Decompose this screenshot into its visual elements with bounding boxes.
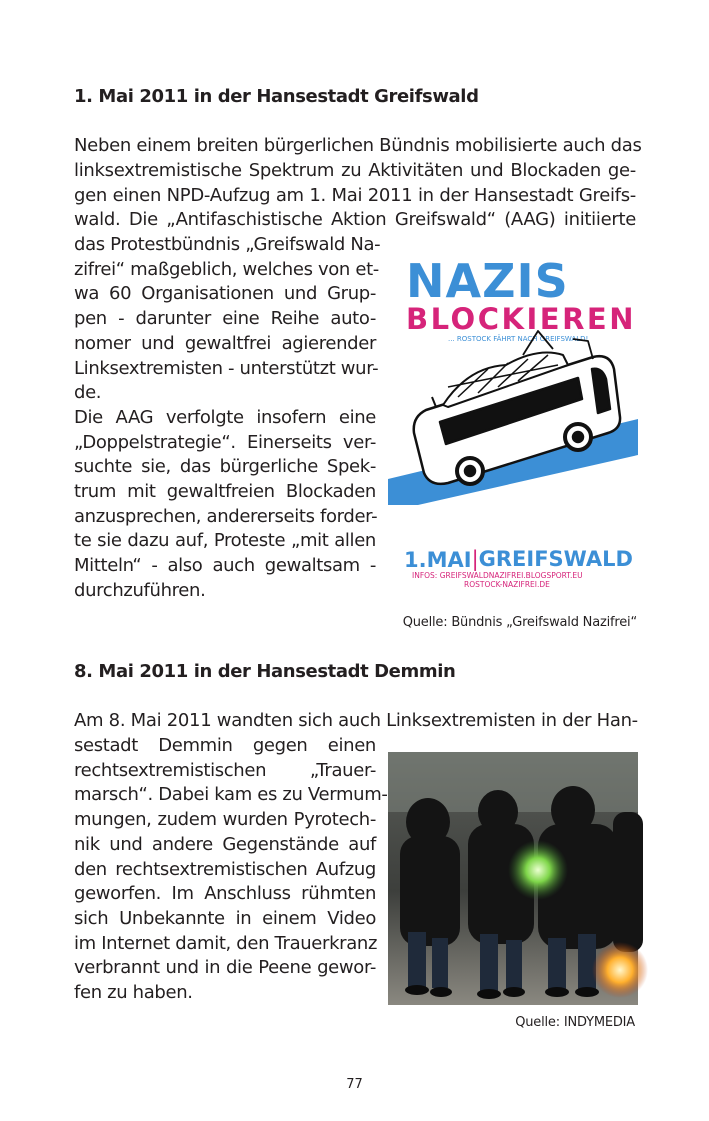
body-line: suchte sie, das bürgerliche Spek-	[74, 456, 376, 478]
poster-date-left: 1.MAI	[404, 548, 472, 572]
poster-info-2: ROSTOCK-NAZIFREI.DE	[464, 580, 550, 589]
body-line: nomer und gewaltfrei agierender	[74, 332, 376, 354]
image-caption: Quelle: INDYMEDIA	[515, 1015, 635, 1030]
body-line: rechtsextremistischen „Trauer-	[74, 759, 376, 781]
body-line: anzusprechen, andererseits forder-	[74, 505, 378, 527]
body-line: Linksextremisten - unterstützt wur-	[74, 357, 379, 379]
section-heading-demmin: 8. Mai 2011 in der Hansestadt Demmin	[74, 661, 456, 682]
poster-date-right: GREIFSWALD	[478, 547, 633, 571]
body-line: gen einen NPD-Aufzug am 1. Mai 2011 in der Hansestadt Greifs-	[74, 185, 636, 206]
body-line: wa 60 Organisationen und Grup-	[74, 283, 376, 305]
image-caption: Quelle: Bündnis „Greifswald Nazifrei“	[402, 615, 637, 630]
body-line: fen zu haben.	[74, 982, 193, 1004]
body-line: linksextremistische Spektrum zu Aktivitäten und Blockaden ge-	[74, 160, 636, 181]
body-line: Am 8. Mai 2011 wandten sich auch Linksextremisten in der Han-	[74, 710, 638, 731]
body-line: durchzuführen.	[74, 579, 206, 601]
body-line: marsch“. Dabei kam es zu Vermum-	[74, 784, 388, 806]
body-line: den rechtsextremistischen Aufzug	[74, 858, 376, 880]
poster-title-blockieren: BLOCKIEREN	[406, 302, 634, 336]
protest-poster-image: NAZIS BLOCKIEREN ... ROSTOCK FÄHRT NACH GREIFSWALD! 1.MAI |GREIFSWALD INFOS: GREIFSWALDNAZIFREI.BLOGSPORT.EU ROSTOCK-NAZIFREI.DE	[388, 247, 638, 582]
body-line: verbrannt und in die Peene gewor-	[74, 957, 376, 979]
body-line: Mitteln“ - also auch gewaltsam -	[74, 555, 376, 577]
section-heading-greifswald: 1. Mai 2011 in der Hansestadt Greifswald	[74, 86, 479, 107]
poster-title-nazis: NAZIS	[406, 254, 569, 308]
body-line: mungen, zudem wurden Pyrotech-	[74, 809, 376, 831]
body-line: sestadt Demmin gegen einen	[74, 735, 376, 756]
body-line: Die AAG verfolgte insofern eine	[74, 406, 376, 428]
body-line: de.	[74, 382, 102, 404]
body-line: im Internet damit, den Trauerkranz	[74, 932, 378, 954]
section1-column-text	[74, 233, 381, 604]
body-line: Neben einem breiten bürgerlichen Bündnis mobilisierte auch das	[74, 135, 642, 156]
body-line: geworfen. Im Anschluss rühmten	[74, 883, 376, 905]
body-line: te sie dazu auf, Proteste „mit allen	[74, 530, 376, 552]
body-line: das Protestbündnis „Greifswald Na-	[74, 234, 381, 255]
section2-column-text	[74, 734, 388, 1006]
page-number: 77	[346, 1077, 363, 1092]
body-line: trum mit gewaltfreien Blockaden	[74, 481, 376, 503]
body-line: wald. Die „Antifaschistische Aktion Greifswald“ (AAG) initiierte	[74, 209, 636, 230]
body-line: sich Unbekannte in einem Video	[74, 907, 376, 929]
body-line: zifrei“ maßgeblich, welches von et-	[74, 258, 379, 280]
poster-info-1: INFOS: GREIFSWALDNAZIFREI.BLOGSPORT.EU	[412, 571, 583, 580]
body-line: „Doppelstrategie“. Einerseits ver-	[74, 431, 376, 453]
body-line: pen - darunter eine Reihe auto-	[74, 308, 376, 330]
demonstration-photo	[388, 752, 638, 1005]
poster-tagline: ... ROSTOCK FÄHRT NACH GREIFSWALD!	[448, 335, 589, 343]
body-line: nik und andere Gegenstände auf	[74, 833, 376, 855]
